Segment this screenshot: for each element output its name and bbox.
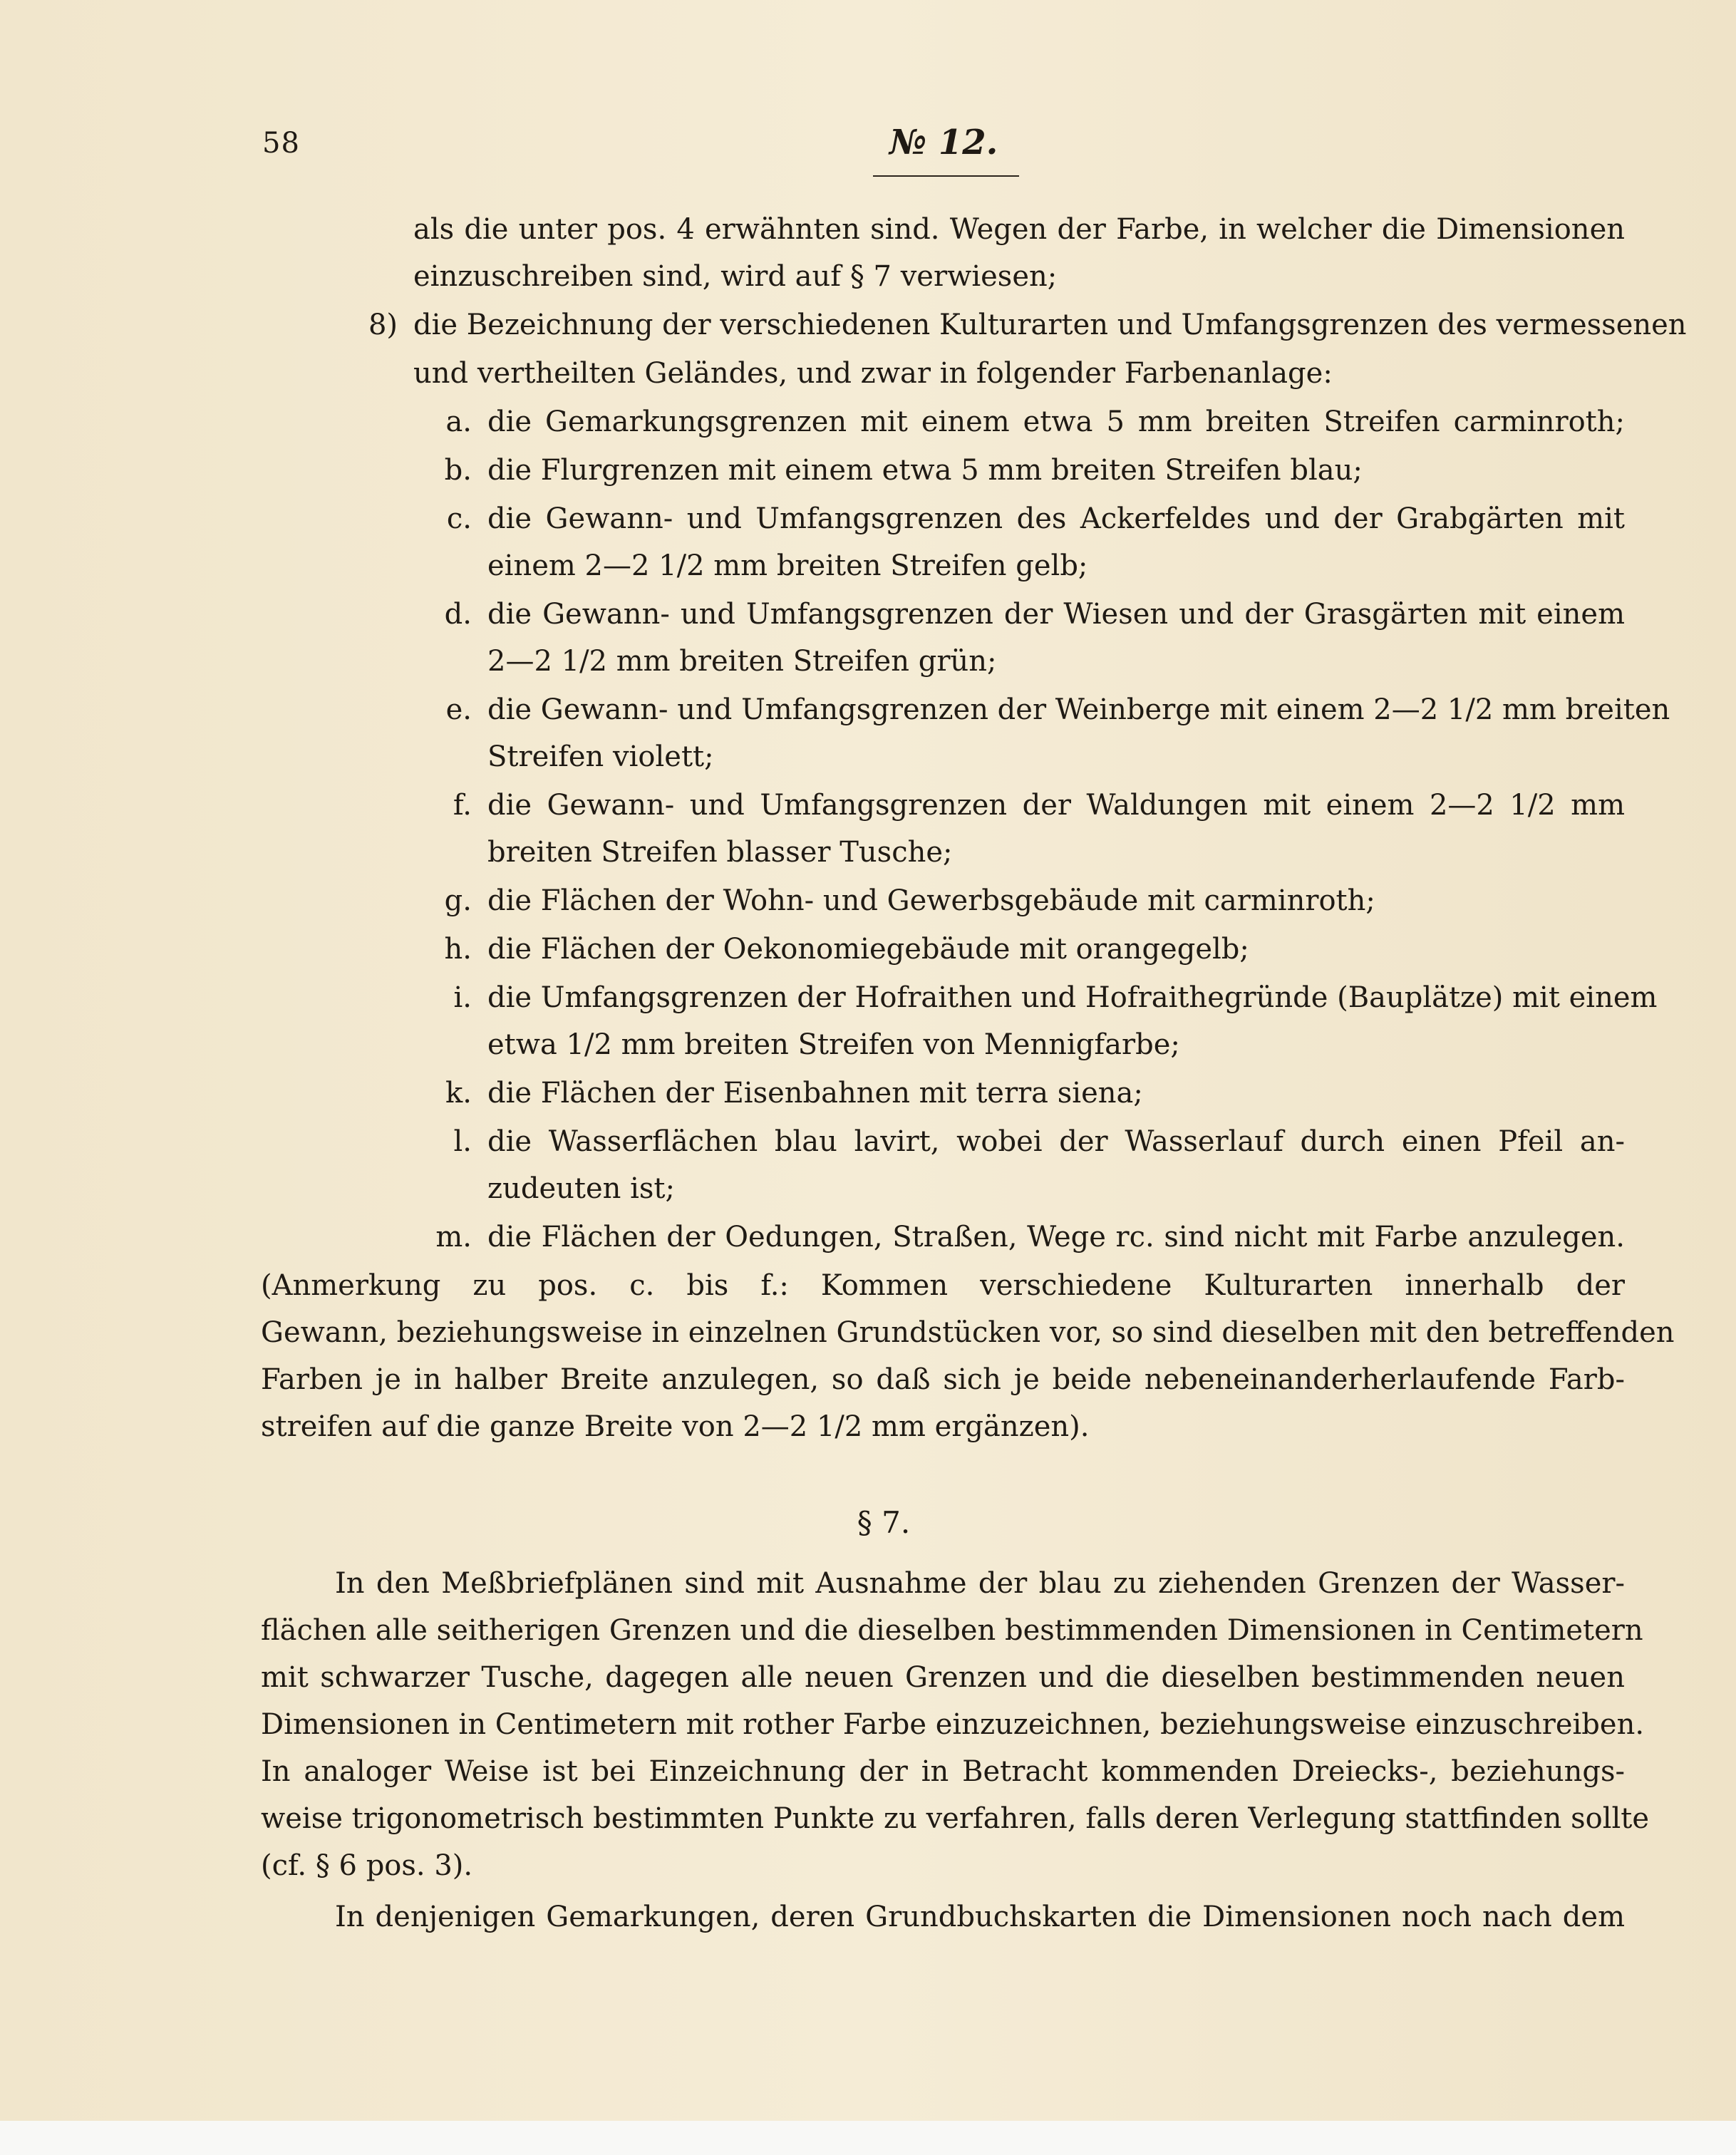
paragraph-line: In denjenigen Gemarkungen, deren Grundbuchskarten die Dimensionen noch nach dem xyxy=(335,1901,1625,1933)
item-label: m. xyxy=(435,1221,472,1254)
item-label: c. xyxy=(446,502,472,535)
text-line: die Gemarkungsgrenzen mit einem etwa 5 mm breiten Streifen carminroth; xyxy=(487,405,1625,438)
text-line: die Gewann- und Umfangsgrenzen der Wiesen und der Grasgärten mit einem xyxy=(487,598,1625,631)
text-line: die Bezeichnung der verschiedenen Kulturarten und Umfangsgrenzen des vermessenen xyxy=(413,309,1687,341)
text-line: die Flurgrenzen mit einem etwa 5 mm breiten Streifen blau; xyxy=(487,454,1363,487)
text-line: die Wasserflächen blau lavirt, wobei der Wasserlauf durch einen Pfeil an- xyxy=(487,1125,1625,1158)
text-line: breiten Streifen blasser Tusche; xyxy=(487,836,953,869)
text-line: etwa 1/2 mm breiten Streifen von Mennigfarbe; xyxy=(487,1028,1180,1061)
text-line: Streifen violett; xyxy=(487,740,714,773)
paragraph-line: flächen alle seitherigen Grenzen und die dieselben bestimmenden Dimensionen in Centimetern xyxy=(261,1614,1643,1647)
paragraph-line: In den Meßbriefplänen sind mit Ausnahme der blau zu ziehenden Grenzen der Wasser- xyxy=(335,1567,1625,1600)
item-label: e. xyxy=(445,693,472,726)
paragraph-line: Dimensionen in Centimetern mit rother Farbe einzuzeichnen, beziehungsweise einzuschreiben. xyxy=(261,1708,1645,1741)
text-line: die Flächen der Wohn- und Gewerbsgebäude mit carminroth; xyxy=(487,884,1375,917)
paragraph-line: mit schwarzer Tusche, dagegen alle neuen Grenzen und die dieselben bestimmenden neuen xyxy=(261,1661,1625,1694)
item-label: k. xyxy=(445,1077,472,1110)
text-line: einzuschreiben sind, wird auf § 7 verwiesen; xyxy=(413,260,1058,293)
note-line: (Anmerkung zu pos. c. bis f.: Kommen verschiedene Kulturarten innerhalb der xyxy=(261,1269,1625,1302)
text-line: und vertheilten Geländes, und zwar in folgender Farbenanlage: xyxy=(413,357,1333,390)
text-line: die Flächen der Oedungen, Straßen, Wege rc. sind nicht mit Farbe anzulegen. xyxy=(487,1221,1625,1254)
section-heading: § 7. xyxy=(857,1505,911,1540)
paragraph-line: weise trigonometrisch bestimmten Punkte zu verfahren, falls deren Verlegung stattfinden sollte xyxy=(261,1802,1650,1835)
text-line: die Gewann- und Umfangsgrenzen des Ackerfeldes und der Grabgärten mit xyxy=(487,502,1625,535)
document-number: № 12. xyxy=(889,123,998,162)
item-label: g. xyxy=(444,884,472,917)
item-label: l. xyxy=(453,1125,472,1158)
item-label: f. xyxy=(453,789,472,822)
text-line: die Flächen der Oekonomiegebäude mit orangegelb; xyxy=(487,933,1249,966)
text-line: als die unter pos. 4 erwähnten sind. Wegen der Farbe, in welcher die Dimensionen xyxy=(413,213,1625,246)
text-line: zudeuten ist; xyxy=(487,1172,675,1205)
text-line: einem 2—2 1/2 mm breiten Streifen gelb; xyxy=(487,549,1088,582)
item-label: d. xyxy=(444,598,472,631)
item-label: i. xyxy=(453,981,472,1014)
header-rule xyxy=(873,175,1019,177)
paragraph-line: In analoger Weise ist bei Einzeichnung der in Betracht kommenden Dreiecks-, beziehungs- xyxy=(261,1755,1625,1788)
note-line: Farben je in halber Breite anzulegen, so daß sich je beide nebeneinanderherlaufende Farb- xyxy=(261,1363,1625,1396)
item-label: a. xyxy=(445,405,472,438)
text-line: die Gewann- und Umfangsgrenzen der Weinberge mit einem 2—2 1/2 mm breiten xyxy=(487,693,1670,726)
page-number: 58 xyxy=(262,127,300,160)
text-line: die Umfangsgrenzen der Hofraithen und Hofraithegründe (Bauplätze) mit einem xyxy=(487,981,1658,1014)
item-label: 8) xyxy=(368,309,398,341)
text-line: 2—2 1/2 mm breiten Streifen grün; xyxy=(487,645,997,678)
text-line: die Gewann- und Umfangsgrenzen der Waldungen mit einem 2—2 1/2 mm xyxy=(487,789,1625,822)
item-label: h. xyxy=(444,933,472,966)
note-line: Gewann, beziehungsweise in einzelnen Grundstücken vor, so sind dieselben mit den betreffenden xyxy=(261,1316,1675,1349)
scan-border xyxy=(0,2121,1736,2155)
note-line: streifen auf die ganze Breite von 2—2 1/2 mm ergänzen). xyxy=(261,1410,1090,1443)
text-line: die Flächen der Eisenbahnen mit terra siena; xyxy=(487,1077,1143,1110)
paragraph-line: (cf. § 6 pos. 3). xyxy=(261,1849,473,1882)
item-label: b. xyxy=(444,454,472,487)
